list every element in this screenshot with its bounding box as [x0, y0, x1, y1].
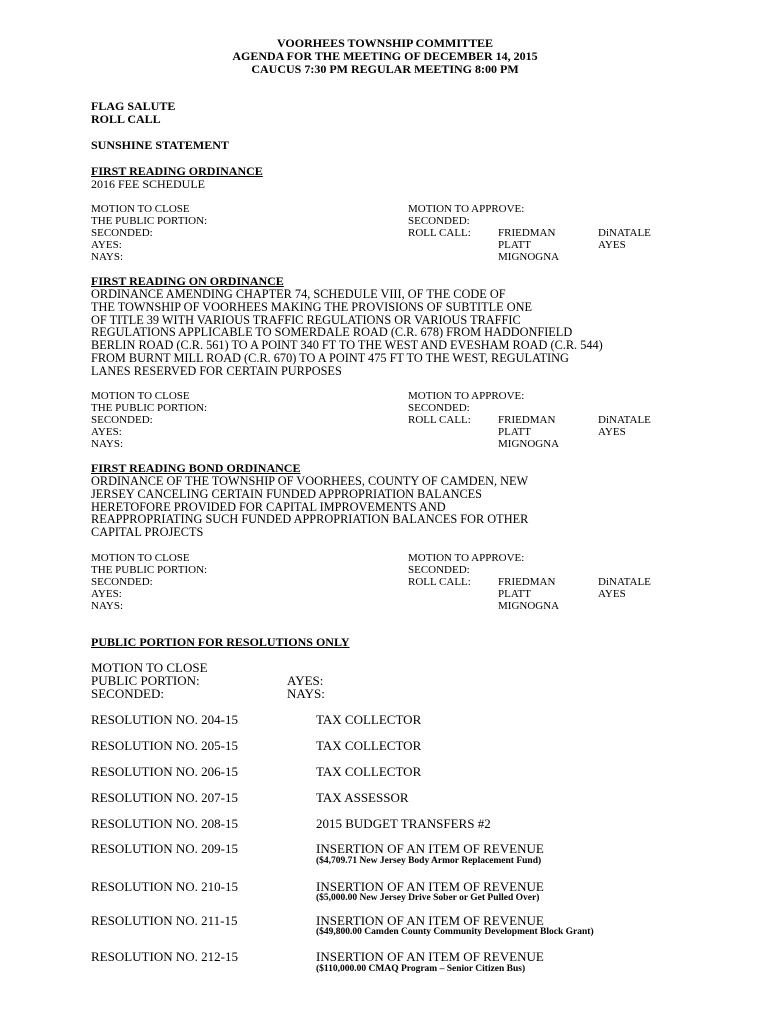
member-mignogna: MIGNOGNA — [498, 438, 560, 450]
resolution-number: RESOLUTION NO. 210-15 — [91, 879, 238, 894]
resolution-title: TAX COLLECTOR — [316, 764, 422, 779]
member-dinatale: DiNATALE — [598, 414, 651, 426]
section-3-body-line: HERETOFORE PROVIDED FOR CAPITAL IMPROVEMENTS AND — [91, 499, 446, 514]
resolution-number: RESOLUTION NO. 208-15 — [91, 816, 238, 831]
sunshine-statement: SUNSHINE STATEMENT — [91, 138, 229, 152]
nays-label: NAYS: — [91, 438, 123, 450]
motion-to-close: MOTION TO CLOSE — [91, 203, 190, 215]
member-platt: PLATT — [498, 426, 531, 438]
ayes-label: AYES: — [91, 239, 122, 251]
member-friedman: FRIEDMAN — [498, 414, 556, 426]
member-ayes: AYES — [598, 426, 626, 438]
member-dinatale: DiNATALE — [598, 576, 651, 588]
resolution-number: RESOLUTION NO. 209-15 — [91, 841, 238, 856]
section-3-body-line: REAPPROPRIATING SUCH FUNDED APPROPRIATION BALANCES FOR OTHER — [91, 512, 529, 527]
pp-ayes: AYES: — [287, 673, 324, 688]
ayes-label: AYES: — [91, 426, 122, 438]
seconded-right: SECONDED: — [408, 402, 470, 414]
motion-to-approve: MOTION TO APPROVE: — [408, 390, 525, 402]
member-platt: PLATT — [498, 588, 531, 600]
public-portion-heading: PUBLIC PORTION FOR RESOLUTIONS ONLY — [91, 635, 350, 649]
header-line-3: CAUCUS 7:30 PM REGULAR MEETING 8:00 PM — [251, 62, 519, 76]
section-3-body-line: ORDINANCE OF THE TOWNSHIP OF VOORHEES, COUNTY OF CAMDEN, NEW — [91, 474, 529, 488]
member-mignogna: MIGNOGNA — [498, 600, 560, 612]
member-dinatale: DiNATALE — [598, 227, 651, 239]
resolution-title: TAX COLLECTOR — [316, 712, 422, 727]
section-2-body-line: THE TOWNSHIP OF VOORHEES MAKING THE PROVISIONS OF SUBTITLE ONE — [91, 299, 533, 314]
pp-public-portion: PUBLIC PORTION: — [91, 673, 200, 688]
pp-nays: NAYS: — [287, 686, 325, 701]
roll-call-label: ROLL CALL: — [408, 576, 471, 588]
header-line-1: VOORHEES TOWNSHIP COMMITTEE — [276, 36, 494, 50]
flag-salute: FLAG SALUTE — [91, 99, 176, 113]
motion-to-close: MOTION TO CLOSE — [91, 390, 190, 402]
resolution-number: RESOLUTION NO. 206-15 — [91, 764, 238, 779]
resolution-detail: ($5,000.00 New Jersey Drive Sober or Get Pulled Over) — [316, 893, 540, 903]
pp-seconded: SECONDED: — [91, 686, 164, 701]
resolution-detail: ($110,000.00 CMAQ Program – Senior Citizen Bus) — [316, 964, 526, 974]
motion-to-approve: MOTION TO APPROVE: — [408, 203, 525, 215]
section-2-body-line: LANES RESERVED FOR CERTAIN PURPOSES — [91, 363, 342, 378]
section-2-body-line: ORDINANCE AMENDING CHAPTER 74, SCHEDULE VIII, OF THE CODE OF — [91, 287, 506, 301]
resolution-title: 2015 BUDGET TRANSFERS #2 — [316, 816, 491, 831]
public-portion-label: THE PUBLIC PORTION: — [91, 564, 208, 576]
roll-call-label: ROLL CALL: — [408, 414, 471, 426]
motion-to-approve: MOTION TO APPROVE: — [408, 552, 525, 564]
section-3-heading: FIRST READING BOND ORDINANCE — [91, 461, 301, 475]
seconded-label: SECONDED: — [91, 414, 153, 426]
resolution-number: RESOLUTION NO. 212-15 — [91, 949, 238, 964]
resolution-number: RESOLUTION NO. 211-15 — [91, 913, 238, 928]
member-friedman: FRIEDMAN — [498, 576, 556, 588]
public-portion-label: THE PUBLIC PORTION: — [91, 402, 208, 414]
resolution-number: RESOLUTION NO. 205-15 — [91, 738, 238, 753]
section-2-body-line: BERLIN ROAD (C.R. 561) TO A POINT 340 FT TO THE WEST AND EVESHAM ROAD (C.R. 544) — [91, 338, 603, 353]
section-2-heading: FIRST READING ON ORDINANCE — [91, 274, 284, 288]
section-3-body-line: JERSEY CANCELING CERTAIN FUNDED APPROPRIATION BALANCES — [91, 486, 483, 501]
member-friedman: FRIEDMAN — [498, 227, 556, 239]
resolution-title: INSERTION OF AN ITEM OF REVENUE — [316, 879, 544, 894]
resolution-detail: ($49,800.00 Camden County Community Development Block Grant) — [316, 927, 594, 937]
section-2-body-line: REGULATIONS APPLICABLE TO SOMERDALE ROAD (C.R. 678) FROM HADDONFIELD — [91, 325, 573, 340]
resolution-number: RESOLUTION NO. 207-15 — [91, 790, 238, 805]
roll-call-label: ROLL CALL: — [408, 227, 471, 239]
seconded-label: SECONDED: — [91, 576, 153, 588]
member-platt: PLATT — [498, 239, 531, 251]
pp-motion-to-close: MOTION TO CLOSE — [91, 660, 208, 675]
resolution-number: RESOLUTION NO. 204-15 — [91, 712, 238, 727]
roll-call: ROLL CALL — [91, 112, 161, 126]
nays-label: NAYS: — [91, 251, 123, 263]
resolution-title: TAX COLLECTOR — [316, 738, 422, 753]
seconded-label: SECONDED: — [91, 227, 153, 239]
section-2-body-line: FROM BURNT MILL ROAD (C.R. 670) TO A POINT 475 FT TO THE WEST, REGULATING — [91, 351, 569, 365]
resolution-detail: ($4,709.71 New Jersey Body Armor Replacement Fund) — [316, 856, 542, 866]
member-ayes: AYES — [598, 239, 626, 251]
resolution-title: INSERTION OF AN ITEM OF REVENUE — [316, 949, 544, 964]
nays-label: NAYS: — [91, 600, 123, 612]
seconded-right: SECONDED: — [408, 215, 470, 227]
seconded-right: SECONDED: — [408, 564, 470, 576]
header-line-2: AGENDA FOR THE MEETING OF DECEMBER 14, 2015 — [232, 49, 538, 63]
section-1-heading: FIRST READING ORDINANCE — [91, 164, 263, 178]
member-mignogna: MIGNOGNA — [498, 251, 560, 263]
resolution-title: TAX ASSESSOR — [316, 790, 409, 805]
section-2-body-line: OF TITLE 39 WITH VARIOUS TRAFFIC REGULATIONS OR VARIOUS TRAFFIC — [91, 312, 521, 327]
resolution-title: INSERTION OF AN ITEM OF REVENUE — [316, 913, 544, 928]
section-1-subtitle: 2016 FEE SCHEDULE — [91, 177, 205, 191]
resolution-title: INSERTION OF AN ITEM OF REVENUE — [316, 841, 544, 856]
motion-to-close: MOTION TO CLOSE — [91, 552, 190, 564]
public-portion-label: THE PUBLIC PORTION: — [91, 215, 208, 227]
ayes-label: AYES: — [91, 588, 122, 600]
member-ayes: AYES — [598, 588, 626, 600]
section-3-body-line: CAPITAL PROJECTS — [91, 525, 204, 540]
